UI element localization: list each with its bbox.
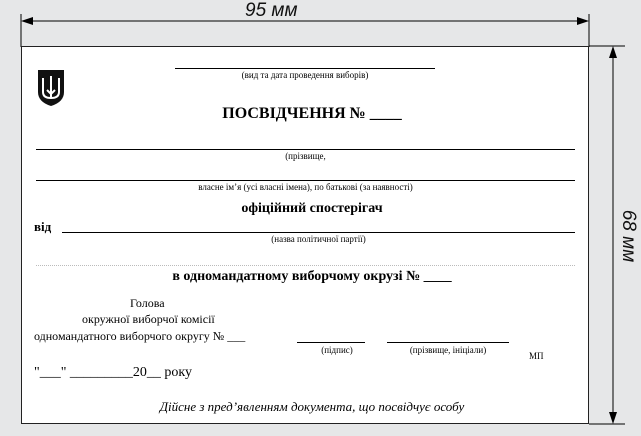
head-line-2: окружної виборчої комісії [82, 312, 215, 326]
certificate-title: ПОСВІДЧЕННЯ № ____ [222, 105, 402, 122]
from-label: від [34, 219, 52, 234]
stamp-label: МП [529, 351, 544, 361]
election-type-caption: (вид та дата проведення виборів) [241, 70, 369, 80]
party-caption: (назва політичної партії) [271, 234, 366, 244]
certificate-card [21, 46, 589, 424]
signature-caption: (підпис) [321, 345, 353, 355]
height-label: 68 мм [618, 209, 639, 263]
head-line-3: одномандатного виборчого округу № ___ [34, 329, 246, 343]
width-label: 95 мм [245, 0, 298, 21]
footer-note: Дійсне з пред’явленням документа, що посвідчує особу [159, 399, 465, 414]
surname-caption: (прізвище, [285, 151, 326, 161]
district-line: в одномандатному виборчому окрузі № ____ [172, 269, 452, 284]
initials-caption: (прізвище, ініціали) [409, 345, 487, 355]
head-line-1: Голова [130, 296, 165, 310]
role-title: офіційний спостерігач [241, 201, 383, 216]
date-line: "___" _________20__ року [34, 365, 193, 380]
trident-emblem-icon [36, 68, 66, 108]
name-caption: власне ім’я (усі власні імена), по батькові (за наявності) [198, 182, 413, 192]
